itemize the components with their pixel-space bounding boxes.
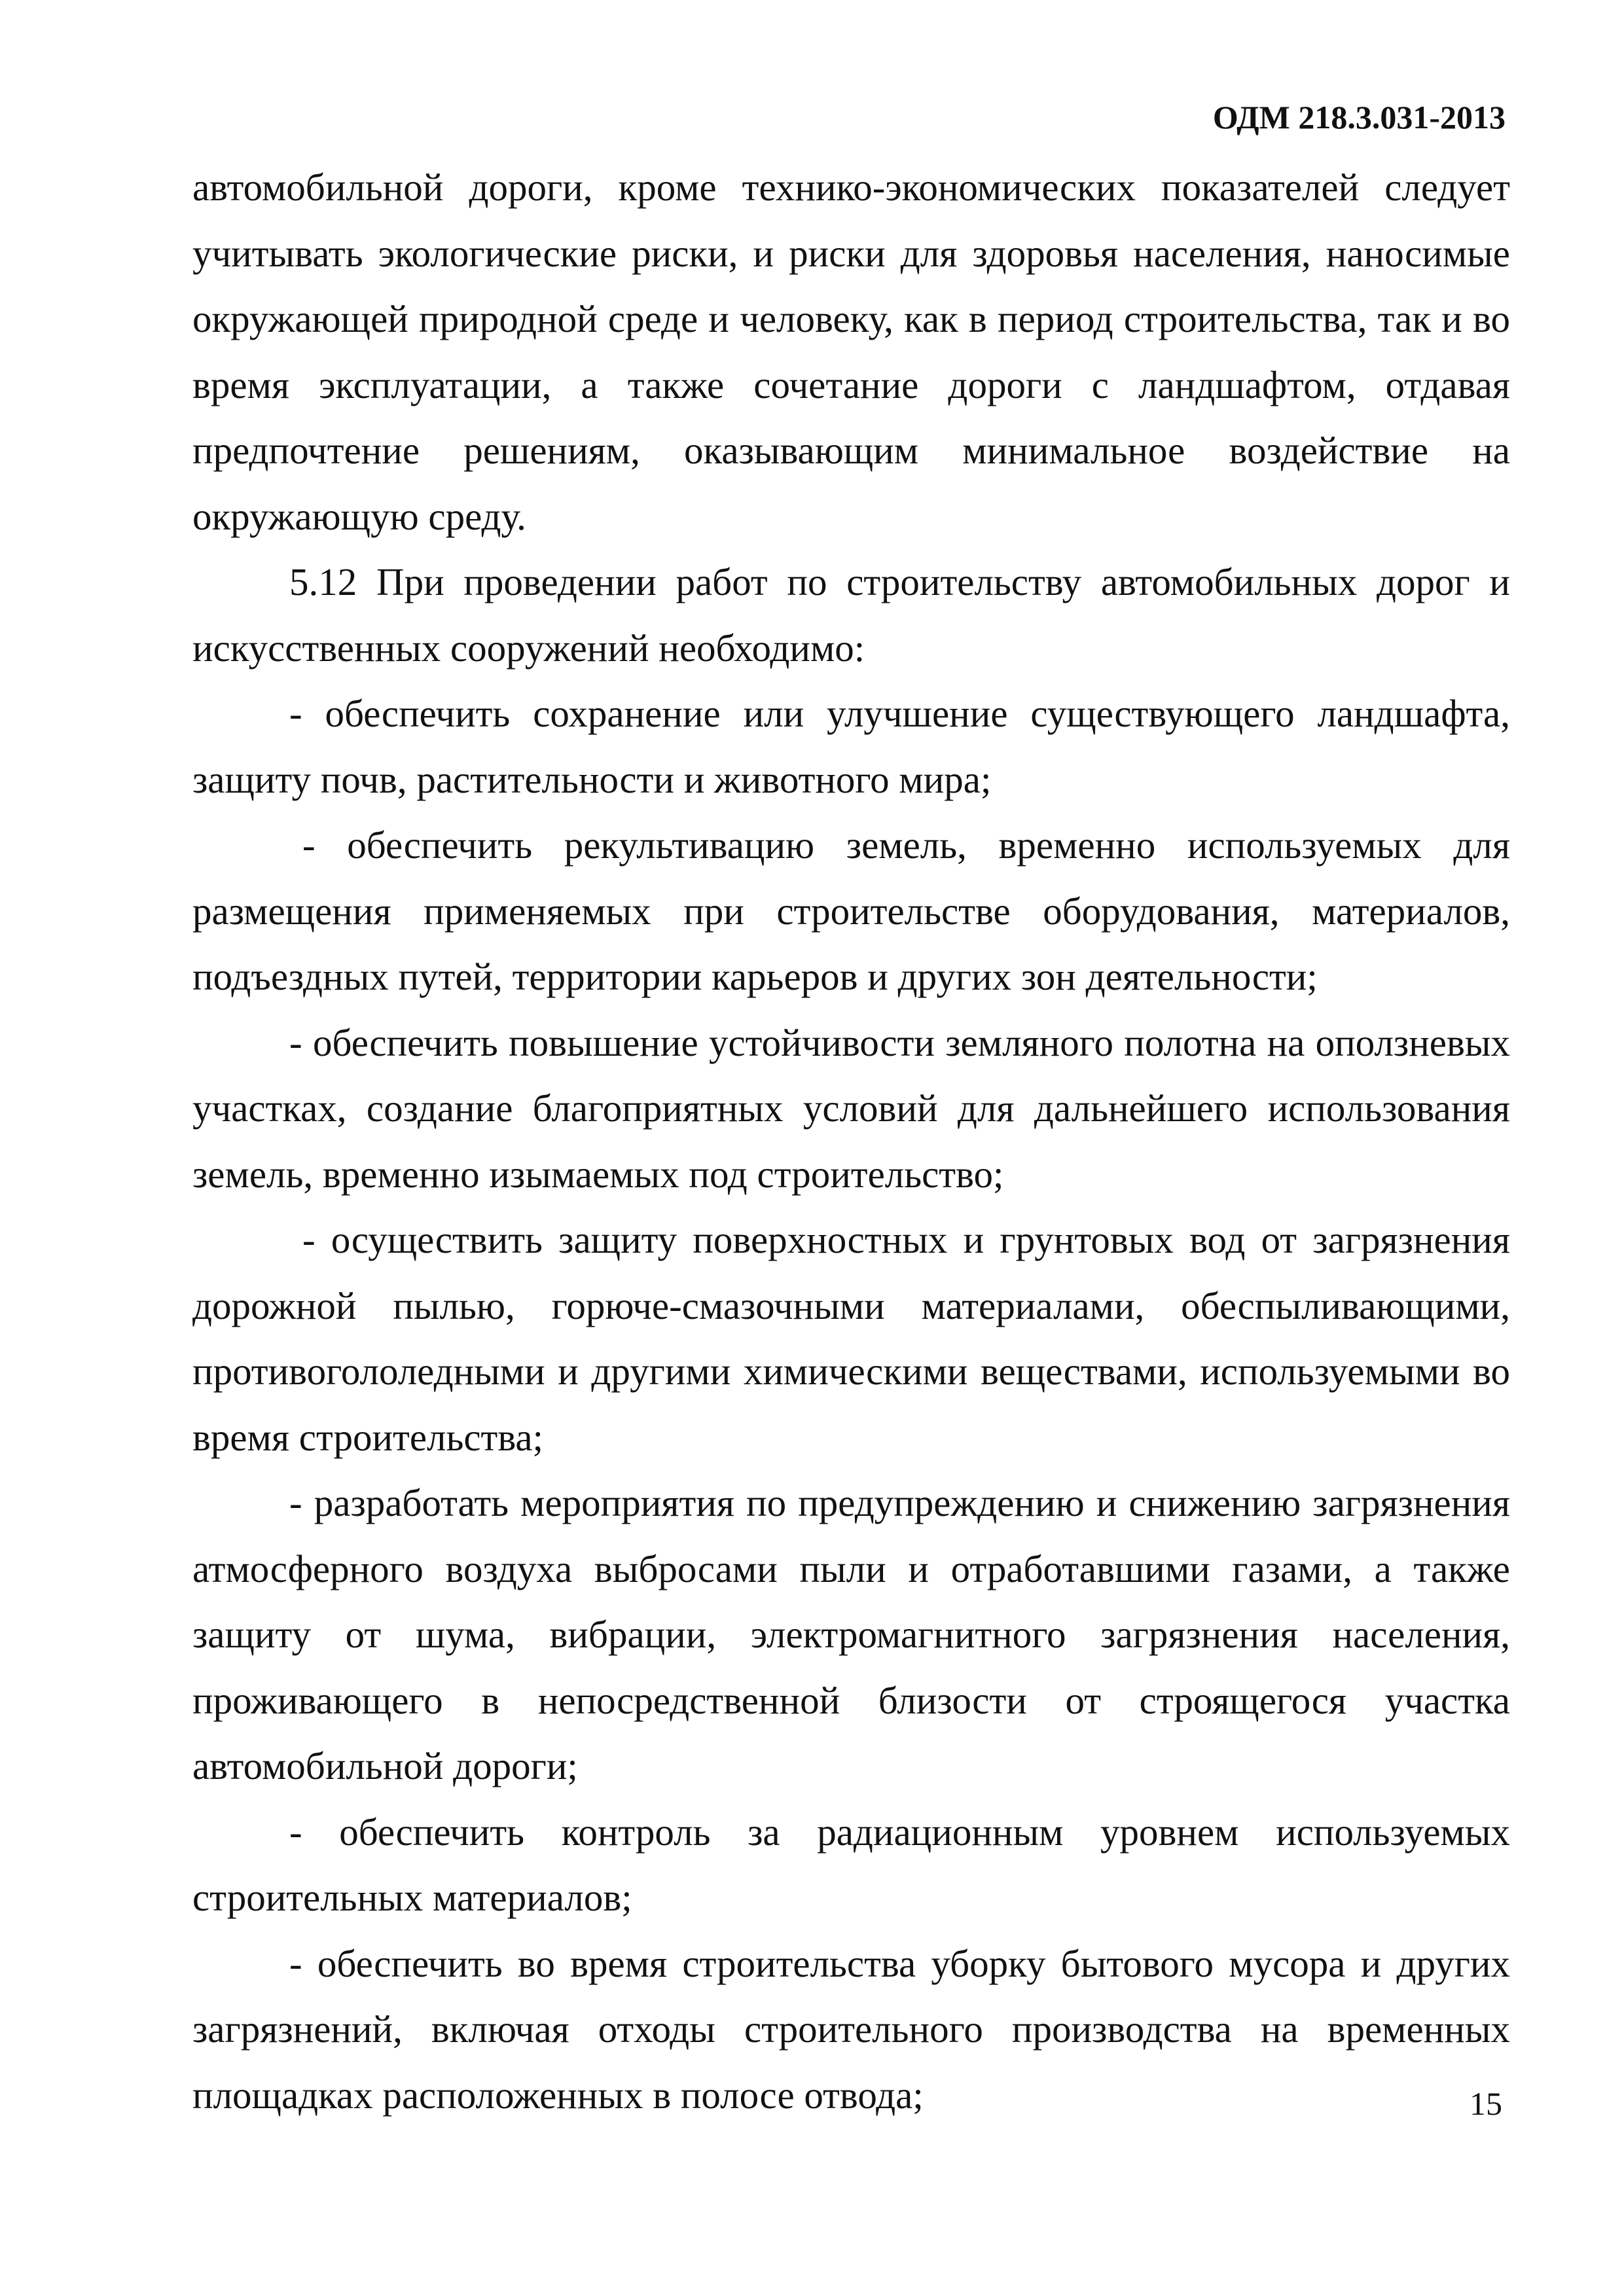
paragraph-section-5-12: 5.12 При проведении работ по строительству автомобильных дорог и искусственных сооружений необходимо: (192, 560, 1510, 670)
document-body (192, 154, 1510, 2128)
document-code: ОДМ 218.3.031-2013 (1212, 99, 1506, 135)
list-item-air-protection: - разработать мероприятия по предупреждению и снижению загрязнения атмосферного воздуха выбросами пыли и отработавшими газами, а также защиту от шума, вибрации, электромагнитного загрязнения населения, проживающего в непосредственной близости от строящегося участка автомобильной дороги; (192, 1481, 1510, 1787)
list-item-subgrade-stability: - обеспечить повышение устойчивости земляного полотна на оползневых участках, создание благоприятных условий для дальнейшего использования земель, временно изымаемых под строительство; (192, 1020, 1510, 1196)
list-item-recultivation: - обеспечить рекультивацию земель, временно используемых для размещения применяемых при строительстве оборудования, материалов, подъездных путей, территории карьеров и других зон деятельности; (192, 823, 1510, 998)
list-item-landscape: - обеспечить сохранение или улучшение существующего ландшафта, защиту почв, растительности и животного мира; (192, 692, 1510, 801)
paragraph-continuation: автомобильной дороги, кроме технико-экономических показателей следует учитывать экологические риски, и риски для здоровья населения, наносимые окружающей природной среде и человеку, как в период строительства, так и во время эксплуатации, а также сочетание дороги с ландшафтом, отдавая предпочтение решениям, оказывающим минимальное воздействие на окружающую среду. (192, 166, 1510, 538)
list-item-waste-cleanup: - обеспечить во время строительства уборку бытового мусора и других загрязнений, включая отходы строительного производства на временных площадках расположенных в полосе отвода; (192, 1941, 1510, 2117)
list-item-radiation-control: - обеспечить контроль за радиационным уровнем используемых строительных материалов; (192, 1810, 1510, 1919)
page-number: 15 (1470, 2085, 1502, 2122)
list-item-water-protection: - осуществить защиту поверхностных и грунтовых вод от загрязнения дорожной пылью, горюче-смазочными материалами, обеспыливающими, противогололедными и другими химическими веществами, используемыми во время строительства; (192, 1218, 1510, 1459)
